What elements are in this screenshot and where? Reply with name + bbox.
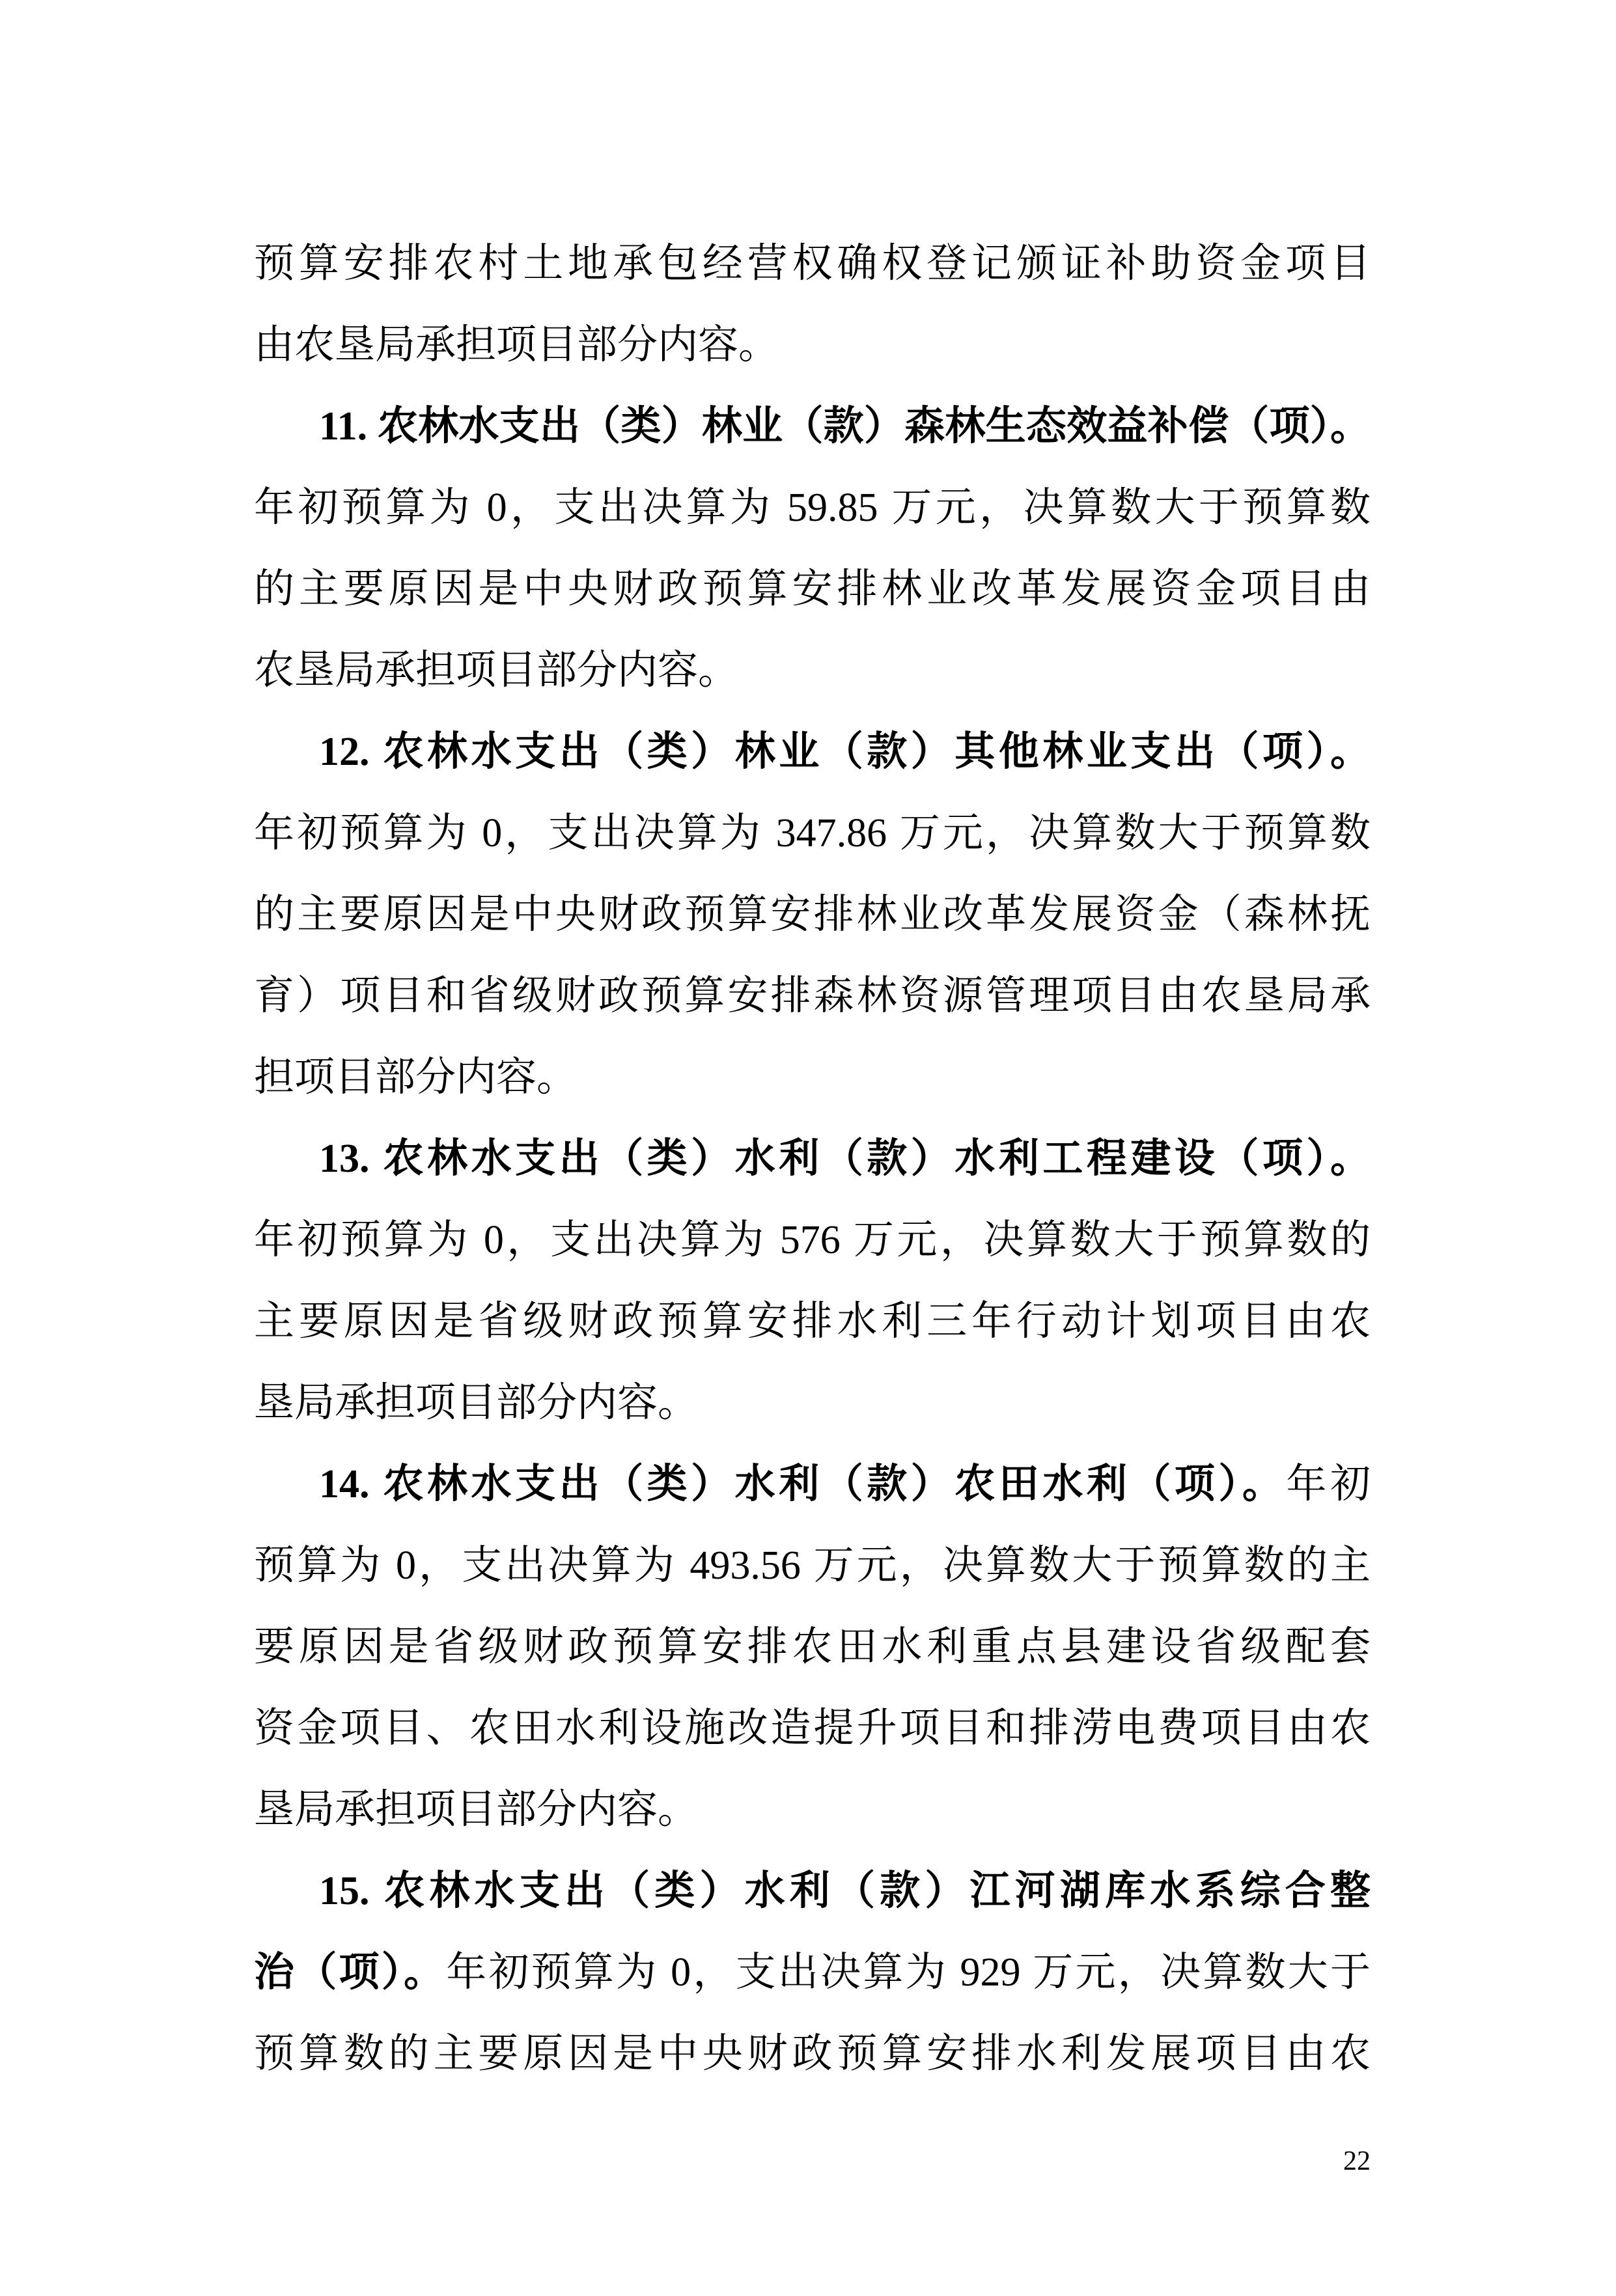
text-segment: 预算数的主要原因是中央财政预算安排水利发展项目由农	[254, 2032, 1371, 2076]
text-segment: 要原因是省级财政预算安排农田水利重点县建设省级配套	[254, 1625, 1371, 1669]
text-segment: 预算安排农村土地承包经营权确权登记颁证补助资金项目	[254, 242, 1371, 286]
text-line	[254, 956, 1371, 1037]
text-line	[254, 630, 1371, 712]
item-heading-segment: 15. 农林水支出（类）水利（款）江河湖库水系综合整	[319, 1869, 1371, 1913]
text-segment: 担项目部分内容。	[254, 1055, 578, 1100]
page-number: 22	[1343, 2146, 1371, 2176]
text-segment: 由农垦局承担项目部分内容。	[254, 323, 779, 367]
text-line	[254, 1281, 1371, 1362]
item-heading-segment: 14. 农林水支出（类）水利（款）农田水利（项）。	[319, 1462, 1287, 1506]
item-heading-segment: 11. 农林水支出（类）林业（款）森林生态效益补偿（项）。	[319, 404, 1371, 449]
item-heading-segment: 治（项）。	[254, 1950, 447, 1995]
text-line	[254, 793, 1371, 874]
text-line	[254, 1932, 1371, 2013]
text-line	[254, 305, 1371, 386]
text-segment: 预算为 0，支出决算为 493.56 万元，决算数大于预算数的主	[254, 1543, 1371, 1588]
text-line	[254, 1200, 1371, 1281]
text-segment: 年初预算为 0，支出决算为 929 万元，决算数大于	[446, 1950, 1371, 1995]
text-line	[254, 1362, 1371, 1444]
text-line	[254, 1688, 1371, 1769]
text-line	[254, 549, 1371, 630]
text-line	[254, 2013, 1371, 2095]
text-line	[254, 1118, 1371, 1200]
text-segment: 垦局承担项目部分内容。	[254, 1788, 699, 1832]
text-segment: 育）项目和省级财政预算安排森林资源管理项目由农垦局承	[254, 974, 1371, 1018]
text-line	[254, 223, 1371, 305]
text-segment: 的主要原因是中央财政预算安排林业改革发展资金（森林抚	[254, 892, 1371, 937]
text-line	[254, 1444, 1371, 1525]
text-segment: 垦局承担项目部分内容。	[254, 1381, 699, 1425]
text-segment: 年初	[1286, 1462, 1371, 1506]
text-segment: 的主要原因是中央财政预算安排林业改革发展资金项目由	[254, 567, 1371, 611]
text-line	[254, 1037, 1371, 1118]
text-segment: 资金项目、农田水利设施改造提升项目和排涝电费项目由农	[254, 1706, 1371, 1750]
text-segment: 年初预算为 0，支出决算为 347.86 万元，决算数大于预算数	[254, 811, 1371, 855]
text-line	[254, 1769, 1371, 1851]
text-line	[254, 874, 1371, 956]
text-line	[254, 386, 1371, 467]
text-line	[254, 1607, 1371, 1688]
text-line	[254, 467, 1371, 549]
item-heading-segment: 12. 农林水支出（类）林业（款）其他林业支出（项）。	[319, 730, 1371, 774]
text-segment: 农垦局承担项目部分内容。	[254, 648, 739, 693]
text-line	[254, 712, 1371, 793]
item-heading-segment: 13. 农林水支出（类）水利（款）水利工程建设（项）。	[319, 1137, 1371, 1181]
text-segment: 年初预算为 0，支出决算为 59.85 万元，决算数大于预算数	[254, 486, 1371, 530]
text-block	[254, 223, 1371, 2095]
text-segment: 主要原因是省级财政预算安排水利三年行动计划项目由农	[254, 1299, 1371, 1344]
text-line	[254, 1851, 1371, 1932]
text-segment: 年初预算为 0，支出决算为 576 万元，决算数大于预算数的	[254, 1218, 1371, 1262]
text-line	[254, 1525, 1371, 1607]
